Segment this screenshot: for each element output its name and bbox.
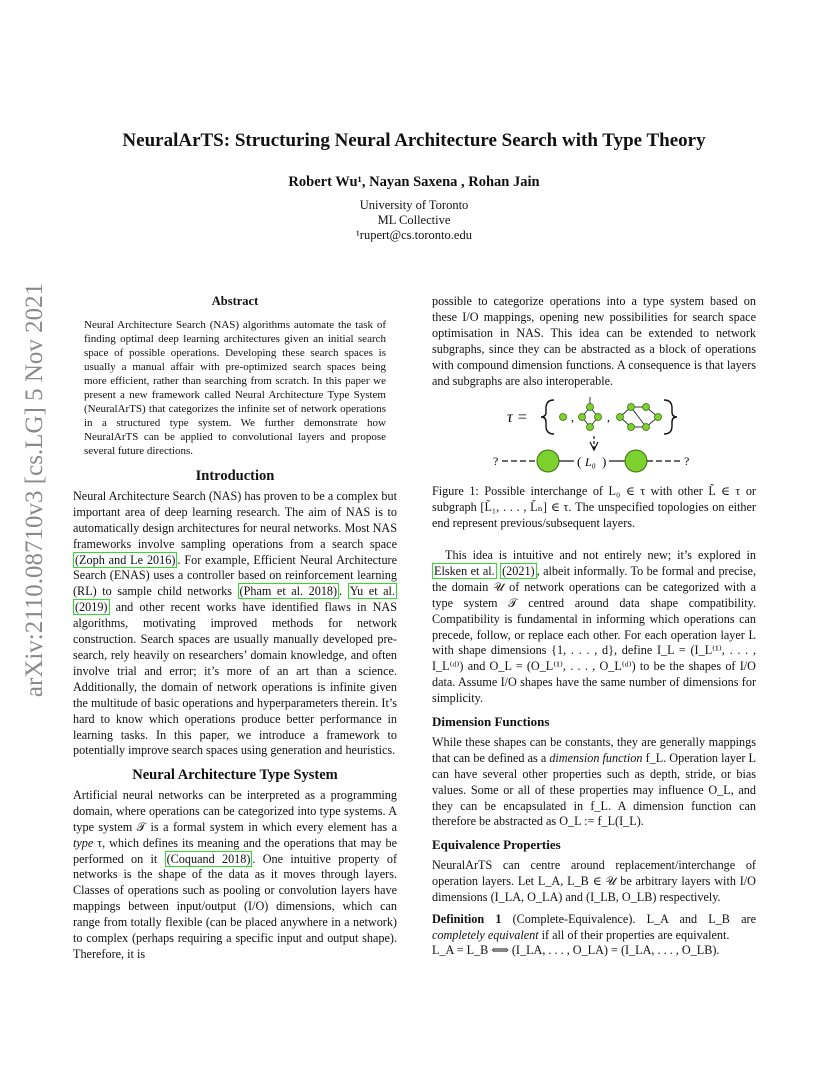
equivalence-text: NeuralArTS can centre around replacement/interchange of operation layers. Let L_A, L_B ∈ 𝒰 be arbitrary layers with I/O dimensions (I_LA, O_LA) and (I_LB, O_LB) respectively. xyxy=(432,857,756,904)
citation-coquand[interactable]: (Coquand 2018) xyxy=(166,851,251,866)
affiliation-collective: ML Collective xyxy=(377,213,451,227)
citation-zoph-le[interactable]: (Zoph and Le 2016) xyxy=(75,552,176,567)
citation-elsken-author[interactable]: Elsken et al. xyxy=(434,563,495,578)
dimension-functions-section xyxy=(432,714,756,830)
right-layer-node xyxy=(625,450,647,472)
single-node xyxy=(560,414,567,421)
citation-pham[interactable]: (Pham et al. 2018) xyxy=(239,584,338,599)
subgraph-small xyxy=(579,397,602,431)
figure-1-caption: Figure 1: Possible interchange of L₀ ∈ τ with other L̃ ∈ τ or subgraph [L̃₁, . . . , L̃ₙ] ∈ τ. The unspecified topologies on either end represent previous/subsequent layers. xyxy=(432,484,756,530)
set-separator-1: , xyxy=(571,410,574,424)
figure-1 xyxy=(432,392,756,476)
citation-yu-year[interactable]: (2019) xyxy=(75,600,108,615)
subgraph-large xyxy=(617,404,662,431)
center-open-paren: ( xyxy=(577,454,582,469)
center-layer-label: L₀ xyxy=(585,455,596,469)
introduction-text: Neural Architecture Search (NAS) has proven to be a complex but important area of deep learning research. The aim of NAS is to automatically design architectures for neural networks. Most NAS frameworks involve sampling operations from a search space (Zoph and Le 2016) . For example, Efficient Neural Architecture Search (ENAS) uses a controller based on reinforcement learning (RL) to sample child networks (Pham et al. 2018) . Yu et al. (2019) and other recent works have identified flaws in NAS algorithms, motivating improved methods for network construction. Search spaces are usually manually developed pre-search, rely heavily on researchers’ domain knowledge, and often involve trial and error; it’s more of an art than a science. Additionally, the domain of network operations is infinite given the multitude of basic operations and hyperparameters therein. It’s hard to know which operations produce better performance in learning tasks. In this paper, we introduce a framework to potentially improve search spaces using generation and heuristics. xyxy=(73,488,398,758)
introduction-section xyxy=(73,469,397,759)
definition-1: Definition 1 (Complete-Equivalence). L_A and L_B are completely equivalent if all of their properties are equivalent. xyxy=(432,911,757,942)
left-layer-node xyxy=(537,450,559,472)
unknown-right-label: ? xyxy=(684,454,690,468)
affiliation-university: University of Toronto xyxy=(359,198,469,212)
right-brace xyxy=(664,400,677,434)
introduction-heading: Introduction xyxy=(195,468,275,484)
citation-yu-author[interactable]: Yu et al. xyxy=(349,584,395,599)
abstract-section xyxy=(84,294,386,458)
set-separator-2: , xyxy=(607,410,610,424)
authors: Robert Wu¹, Nayan Saxena , Rohan Jain xyxy=(288,174,540,190)
paper-title: NeuralArTS: Structuring Neural Architecture Search with Type Theory xyxy=(122,130,706,151)
author-email: ¹rupert@cs.toronto.edu xyxy=(356,228,472,242)
dimension-functions-text: While these shapes can be constants, they are generally mappings that can be defined as a dimension function f_L. Operation layer L can have several other properties such as depth, stride, or bias values. Some or all of these properties may influence O_L, and they can be encapsulated in f_L. A dimension function can therefore be abstracted as O_L := f_L(I_L). xyxy=(432,734,757,829)
definition-1-formula: L_A = L_B ⟺ (I_LA, . . . , O_LA) = (I_LA, . . . , O_LB). xyxy=(432,943,720,958)
equivalence-section xyxy=(432,837,756,959)
arxiv-stamp: arXiv:2110.08710v3 [cs.LG] 5 Nov 2021 xyxy=(21,282,48,698)
para2-text: This idea is intuitive and not entirely new; it’s explored in Elsken et al. (2021) , albeit informally. To be formal and precise, the domain 𝒰 of network operations can be categorized with a type system 𝒯 centred around data shape compatibility. Compatibility is fundamental in informing which operations can precede, follow, or replace each other. For each operation layer L with shape dimensions {1, . . . , d}, define I_L = (I_L⁽¹⁾, . . . , I_L⁽ᵈ⁾) and O_L = (O_L⁽¹⁾, . . . , O_L⁽ᵈ⁾) to be the shapes of I/O data. Assume I/O shapes have the same number of dimensions for simplicity. xyxy=(432,548,757,706)
nats-text: Artificial neural networks can be interpreted as a programming domain, where operations can be categorized into type systems. A type system 𝒯 is a formal system in which every element has a type τ, which defines its meaning and the operations that may be performed on it (Coquand 2018) . One intuitive property of networks is the shape of the data as it moves through layers. Classes of operations such as pooling or convolution layers have mappings between input/output (I/O) dimensions, which can range from totally flexible (can be placed anywhere in a network) to complex (perhaps requiring a specific input and output shape). Therefore, it is xyxy=(73,787,398,961)
abstract-text: Neural Architecture Search (NAS) algorithms automate the task of finding optimal deep learning architectures given an initial search space of possible operations. Developing these search spaces is usually a manual affair with pre-optimized search spaces being more efficient, rather than searching from scratch. In this paper we present a new framework called Neural Architecture Type System (NeuralArTS) that categorizes the infinite set of network operations in a structured type system. We further demonstrate how NeuralArTS can be applied to convolutional layers and propose several future directions. xyxy=(84,319,386,457)
nats-heading: Neural Architecture Type System xyxy=(132,767,338,783)
left-brace xyxy=(541,400,554,434)
right-intro-paragraph: possible to categorize operations into a type system based on these I/O mappings, opening new possibilities for search space optimisation in NAS. This idea can be extended to network subgraphs, since they can be abstracted as a block of operations with compound dimension functions. A consequence is that layers and subgraphs are also interoperable. xyxy=(432,294,756,388)
right-intro-text xyxy=(432,294,756,389)
citation-elsken-year[interactable]: (2021) xyxy=(502,563,535,578)
dimension-functions-heading: Dimension Functions xyxy=(432,714,550,729)
nats-section xyxy=(73,768,397,963)
para2-section xyxy=(432,548,756,707)
abstract-heading: Abstract xyxy=(211,294,259,308)
center-close-paren: ) xyxy=(602,454,607,469)
unknown-left-label: ? xyxy=(493,454,499,468)
tau-label: τ = xyxy=(507,409,528,426)
equivalence-heading: Equivalence Properties xyxy=(432,837,561,852)
